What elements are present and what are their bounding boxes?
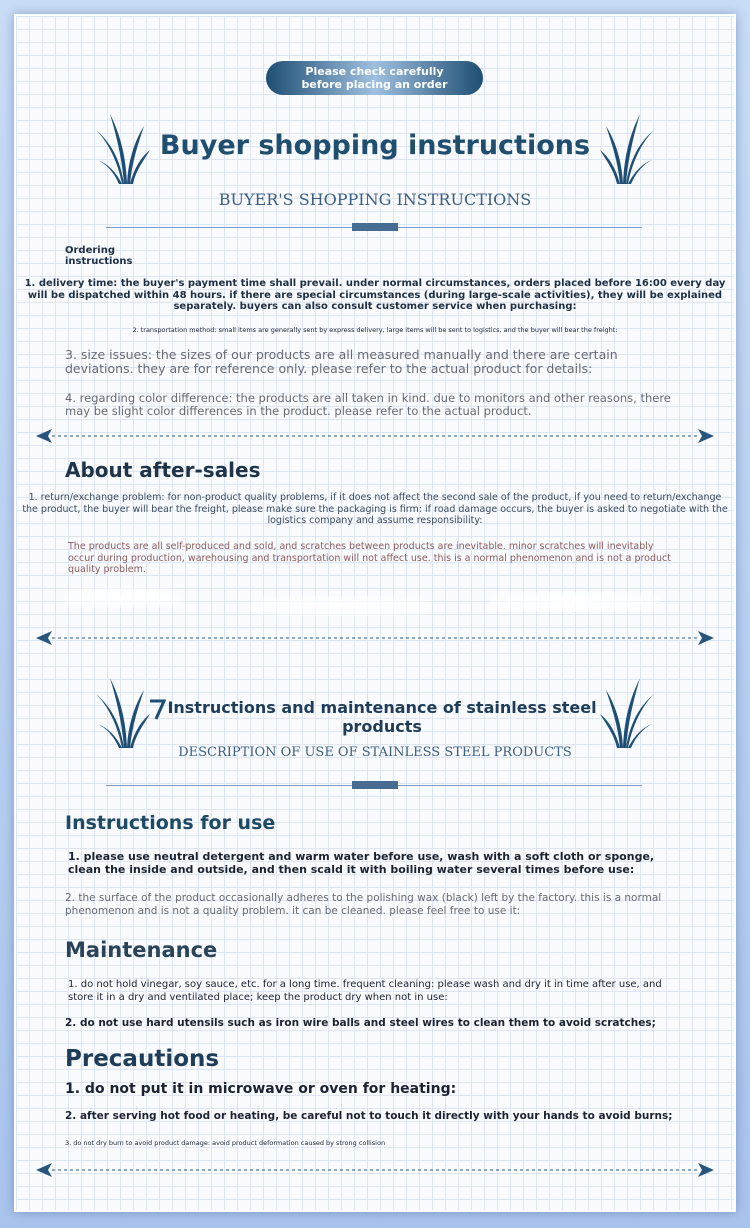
ordering-item-1: 1. delivery time: the buyer's payment time shall prevail. under normal circumstances, orders placed before 16:00 every day will be dispatched within 48 hours. if there are special circumstances (during large-scale activities), they will be explained separately. buyers can also consult customer service when purchasing: [24,278,726,312]
header-divider-block [352,223,398,231]
precautions-item-3: 3. do not dry burn to avoid product damage: avoid product deformation caused by strong collision [65,1139,386,1147]
arrow-divider [36,1163,714,1177]
check-order-banner [266,61,483,95]
page-title: Buyer shopping instructions [159,130,591,161]
maintenance-item-2: 2. do not use hard utensils such as iron wire balls and steel wires to clean them to avoid scratches; [65,1017,656,1029]
blurred-region [64,588,184,608]
after-sales-title: About after-sales [65,458,261,482]
ordering-item-3: 3. size issues: the sizes of our products are all measured manually and there are certain deviations. they are for reference only. please refer to the actual product for details: [65,347,618,376]
grass-right-icon [600,676,656,748]
after-sales-item-1: 1. return/exchange problem: for non-product quality problems, if it does not affect the second sale of the product, if you need to return/exchange the product, the buyer will bear the freight, please make sure the packaging is firm: if road damage occurs, the buyer is asked to negotiate with the logistics company and assume responsibility: [22,492,728,526]
arrow-divider [36,429,714,443]
stainless-title: Instructions and maintenance of stainless steel products [167,698,597,736]
ordering-item-2: 2. transportation method: small items are generally sent by express delivery, large items will be sent to logistics, and the buyer will bear the freight: [132,326,618,334]
page-subtitle: BUYER'S SHOPPING INSTRUCTIONS [218,190,532,209]
banner-text: Please check carefully before placing an order [301,65,448,91]
use-item-1: 1. please use neutral detergent and warm water before use, wash with a soft cloth or sponge, clean the inside and outside, and then scald it with boiling water several times before use: [68,850,655,876]
blurred-region [250,596,430,616]
precautions-title: Precautions [65,1046,220,1072]
maintenance-title: Maintenance [65,938,218,962]
precautions-item-2: 2. after serving hot food or heating, be careful not to touch it directly with your hands to avoid burns; [65,1110,673,1122]
stainless-divider-block [352,781,398,789]
precautions-item-1: 1. do not put it in microwave or oven for heating: [65,1081,457,1097]
stainless-subtitle: DESCRIPTION OF USE OF STAINLESS STEEL PRODUCTS [178,745,572,760]
blurred-region [490,592,660,612]
ordering-label: Ordering instructions [65,245,133,267]
grass-left-icon [94,676,150,748]
use-title: Instructions for use [65,812,276,834]
maintenance-item-1: 1. do not hold vinegar, soy sauce, etc. for a long time. frequent cleaning: please wash and dry it in time after use, and store it in a dry and ventilated place; keep the product dry when not in use: [68,979,662,1003]
use-item-2: 2. the surface of the product occasionally adheres to the polishing wax (black) left by the factory. this is a normal phenomenon and is not a quality problem. it can be cleaned. please feel free to use it: [65,892,662,917]
after-sales-note: The products are all self-produced and sold, and scratches between products are inevitable. minor scratches will inevitably occur during production, warehousing and transportation will not affect use. this is a normal phenomenon and is not a product quality problem. [68,541,671,575]
ordering-item-4: 4. regarding color difference: the products are all taken in kind. due to monitors and other reasons, there may be slight color differences in the product. please refer to the actual product. [65,391,671,418]
arrow-divider [36,631,714,645]
